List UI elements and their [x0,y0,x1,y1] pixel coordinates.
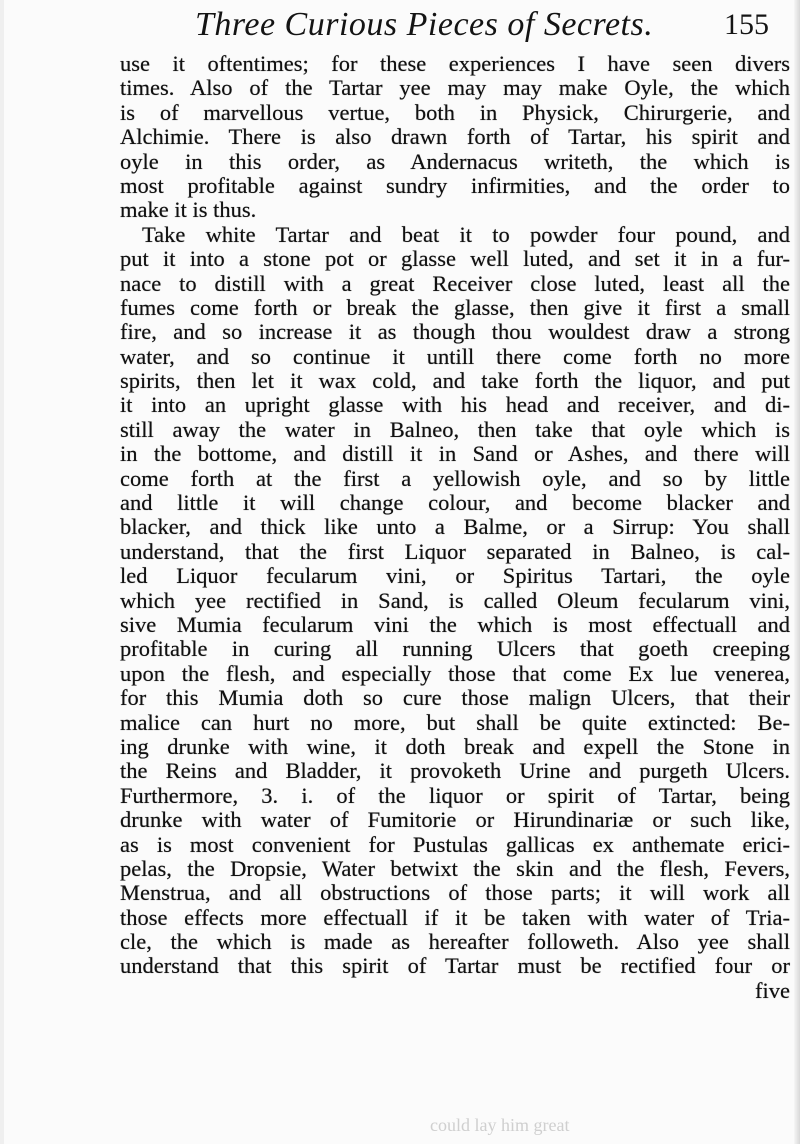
text-line: and little it will change colour, and become blacker and [120,490,790,516]
text-line: make it is thus. [120,197,257,223]
text-line: in the bottome, and distill it in Sand or Ashes, and there will [120,441,790,467]
text-line: pelas, the Dropsie, Water betwixt the skin and the flesh, Fevers, [120,855,790,881]
text-line: still away the water in Balneo, then take that oyle which is [120,416,790,442]
text-line: fire, and so increase it as though thou wouldest draw a strong [120,319,790,345]
text-line: use it oftentimes; for these experiences I have seen divers [120,51,790,76]
body-text [120,52,790,1003]
text-line: malice can hurt no more, but shall be quite extincted: Be- [120,709,790,735]
text-line: Furthermore, 3. i. of the liquor or spirit of Tartar, being [120,782,790,808]
text-line: cle, the which is made as hereafter followeth. Also yee shall [120,929,790,955]
text-line: come forth at the first a yellowish oyle, and so by little [120,465,790,491]
text-line: the Reins and Bladder, it provoketh Urine and purgeth Ulcers. [120,758,790,784]
text-line: spirits, then let it wax cold, and take forth the liquor, and put [120,368,790,394]
text-line: blacker, and thick like unto a Balme, or a Sirrup: You shall [120,514,790,540]
bleed-through-text: could lay him great [430,1115,570,1135]
page-header [0,4,800,52]
text-line: put it into a stone pot or glasse well luted, and set it in a fur- [120,246,790,272]
text-line: drunke with water of Fumitorie or Hirundinariæ or such like, [120,807,790,833]
text-line: which yee rectified in Sand, is called Oleum fecularum vini, [120,587,790,613]
text-line: ing drunke with wine, it doth break and expell the Stone in [120,733,790,759]
page-right-edge [794,0,800,1144]
page-left-edge [0,0,4,1144]
text-line: fumes come forth or break the glasse, then give it first a small [120,294,790,320]
text-line: most profitable against sundry infirmities, and the order to [120,172,790,198]
text-line: profitable in curing all running Ulcers that goeth creeping [120,636,790,662]
text-line: those effects more effectuall if it be taken with water of Tria- [120,904,790,930]
text-line: understand that this spirit of Tartar must be rectified four or [120,953,790,979]
catchword: five [755,977,790,1003]
text-line: for this Mumia doth so cure those malign Ulcers, that their [120,685,790,711]
text-line: understand, that the first Liquor separated in Balneo, is cal- [120,538,790,564]
text-line: Menstrua, and all obstructions of those parts; it will work all [120,880,790,906]
text-line: nace to distill with a great Receiver close luted, least all the [120,270,790,296]
paragraph-first-line: Take white Tartar and beat it to powder four pound, and [142,221,790,247]
page-number: 155 [724,8,769,41]
text-line: times. Also of the Tartar yee may may make Oyle, the which [120,75,790,101]
text-line: sive Mumia fecularum vini the which is most effectuall and [120,611,790,637]
text-line: oyle in this order, as Andernacus writeth, the which is [120,148,790,174]
text-line: water, and so continue it untill there come forth no more [120,343,790,369]
running-head: Three Curious Pieces of Secrets. [195,6,654,43]
text-line: as is most convenient for Pustulas gallicas ex anthemate erici- [120,831,790,857]
text-line: upon the flesh, and especially those that come Ex lue venerea, [120,660,790,686]
text-line: Alchimie. There is also drawn forth of Tartar, his spirit and [120,124,790,150]
text-line: led Liquor fecularum vini, or Spiritus Tartari, the oyle [120,563,790,589]
text-line: is of marvellous vertue, both in Physick, Chirurgerie, and [120,99,790,125]
text-line: it into an upright glasse with his head and receiver, and di- [120,392,790,418]
